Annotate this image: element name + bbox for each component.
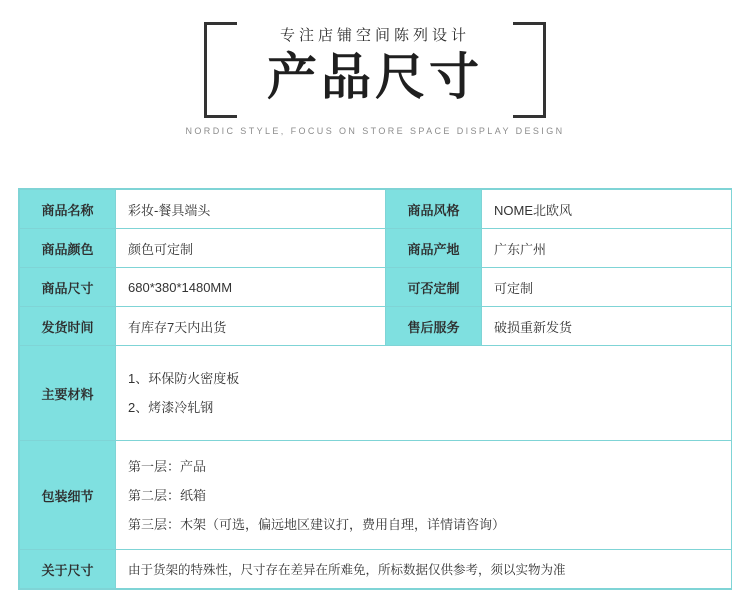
spec-label-customizable: 可否定制 <box>386 268 482 307</box>
spec-value-material <box>116 346 732 441</box>
list-item: 第三层：木架（可选，偏远地区建议打，费用自理，详情请咨询） <box>128 516 506 532</box>
spec-value-product-origin: 广东广州 <box>482 229 732 268</box>
spec-value-product-color: 颜色可定制 <box>116 229 386 268</box>
spec-label-product-name: 商品名称 <box>20 190 116 229</box>
spec-label-material: 主要材料 <box>20 346 116 441</box>
spec-value-after-sales: 破损重新发货 <box>482 307 732 346</box>
list-item: 2、烤漆冷轧钢 <box>128 400 214 415</box>
table-row-packaging <box>20 441 732 550</box>
spec-label-shipping-time: 发货时间 <box>20 307 116 346</box>
spec-value-customizable: 可定制 <box>482 268 732 307</box>
spec-label-packaging: 包装细节 <box>20 441 116 550</box>
bracket-right-decoration <box>513 22 546 118</box>
spec-value-product-style: NOME北欧风 <box>482 190 732 229</box>
page-header <box>0 0 750 172</box>
table-row <box>20 307 732 346</box>
table-row <box>20 190 732 229</box>
spec-value-product-size: 680*380*1480MM <box>116 268 386 307</box>
table-row-size-note <box>20 550 732 589</box>
material-list <box>128 364 719 422</box>
spec-label-product-size: 商品尺寸 <box>20 268 116 307</box>
spec-label-product-origin: 商品产地 <box>386 229 482 268</box>
list-item: 第二层：纸箱 <box>128 487 207 503</box>
table-row <box>20 229 732 268</box>
header-subtitle-cn: 专注店铺空间陈列设计 <box>279 27 470 44</box>
spec-value-shipping-time: 有库存7天内出货 <box>116 307 386 346</box>
spec-label-product-color: 商品颜色 <box>20 229 116 268</box>
packaging-list <box>128 452 719 539</box>
header-subtitle-en: NORDIC STYLE, FOCUS ON STORE SPACE DISPLAY DESIGN <box>185 126 565 136</box>
spec-label-size-note: 关于尺寸 <box>20 550 116 589</box>
spec-label-after-sales: 售后服务 <box>386 307 482 346</box>
spec-label-product-style: 商品风格 <box>386 190 482 229</box>
list-item: 第一层：产品 <box>128 458 207 474</box>
page-title: 产品尺寸 <box>267 48 483 106</box>
spec-table <box>19 189 732 589</box>
spec-value-product-name: 彩妆-餐具端头 <box>116 190 386 229</box>
spec-value-packaging <box>116 441 732 550</box>
spec-table-container <box>18 188 732 590</box>
title-bracket-frame <box>204 22 546 112</box>
bracket-left-decoration <box>204 22 237 118</box>
table-row <box>20 268 732 307</box>
table-row-material <box>20 346 732 441</box>
spec-value-size-note: 由于货架的特殊性，尺寸存在差异在所难免，所标数据仅供参考，须以实物为准 <box>116 550 732 589</box>
list-item: 1、环保防火密度板 <box>128 371 240 386</box>
